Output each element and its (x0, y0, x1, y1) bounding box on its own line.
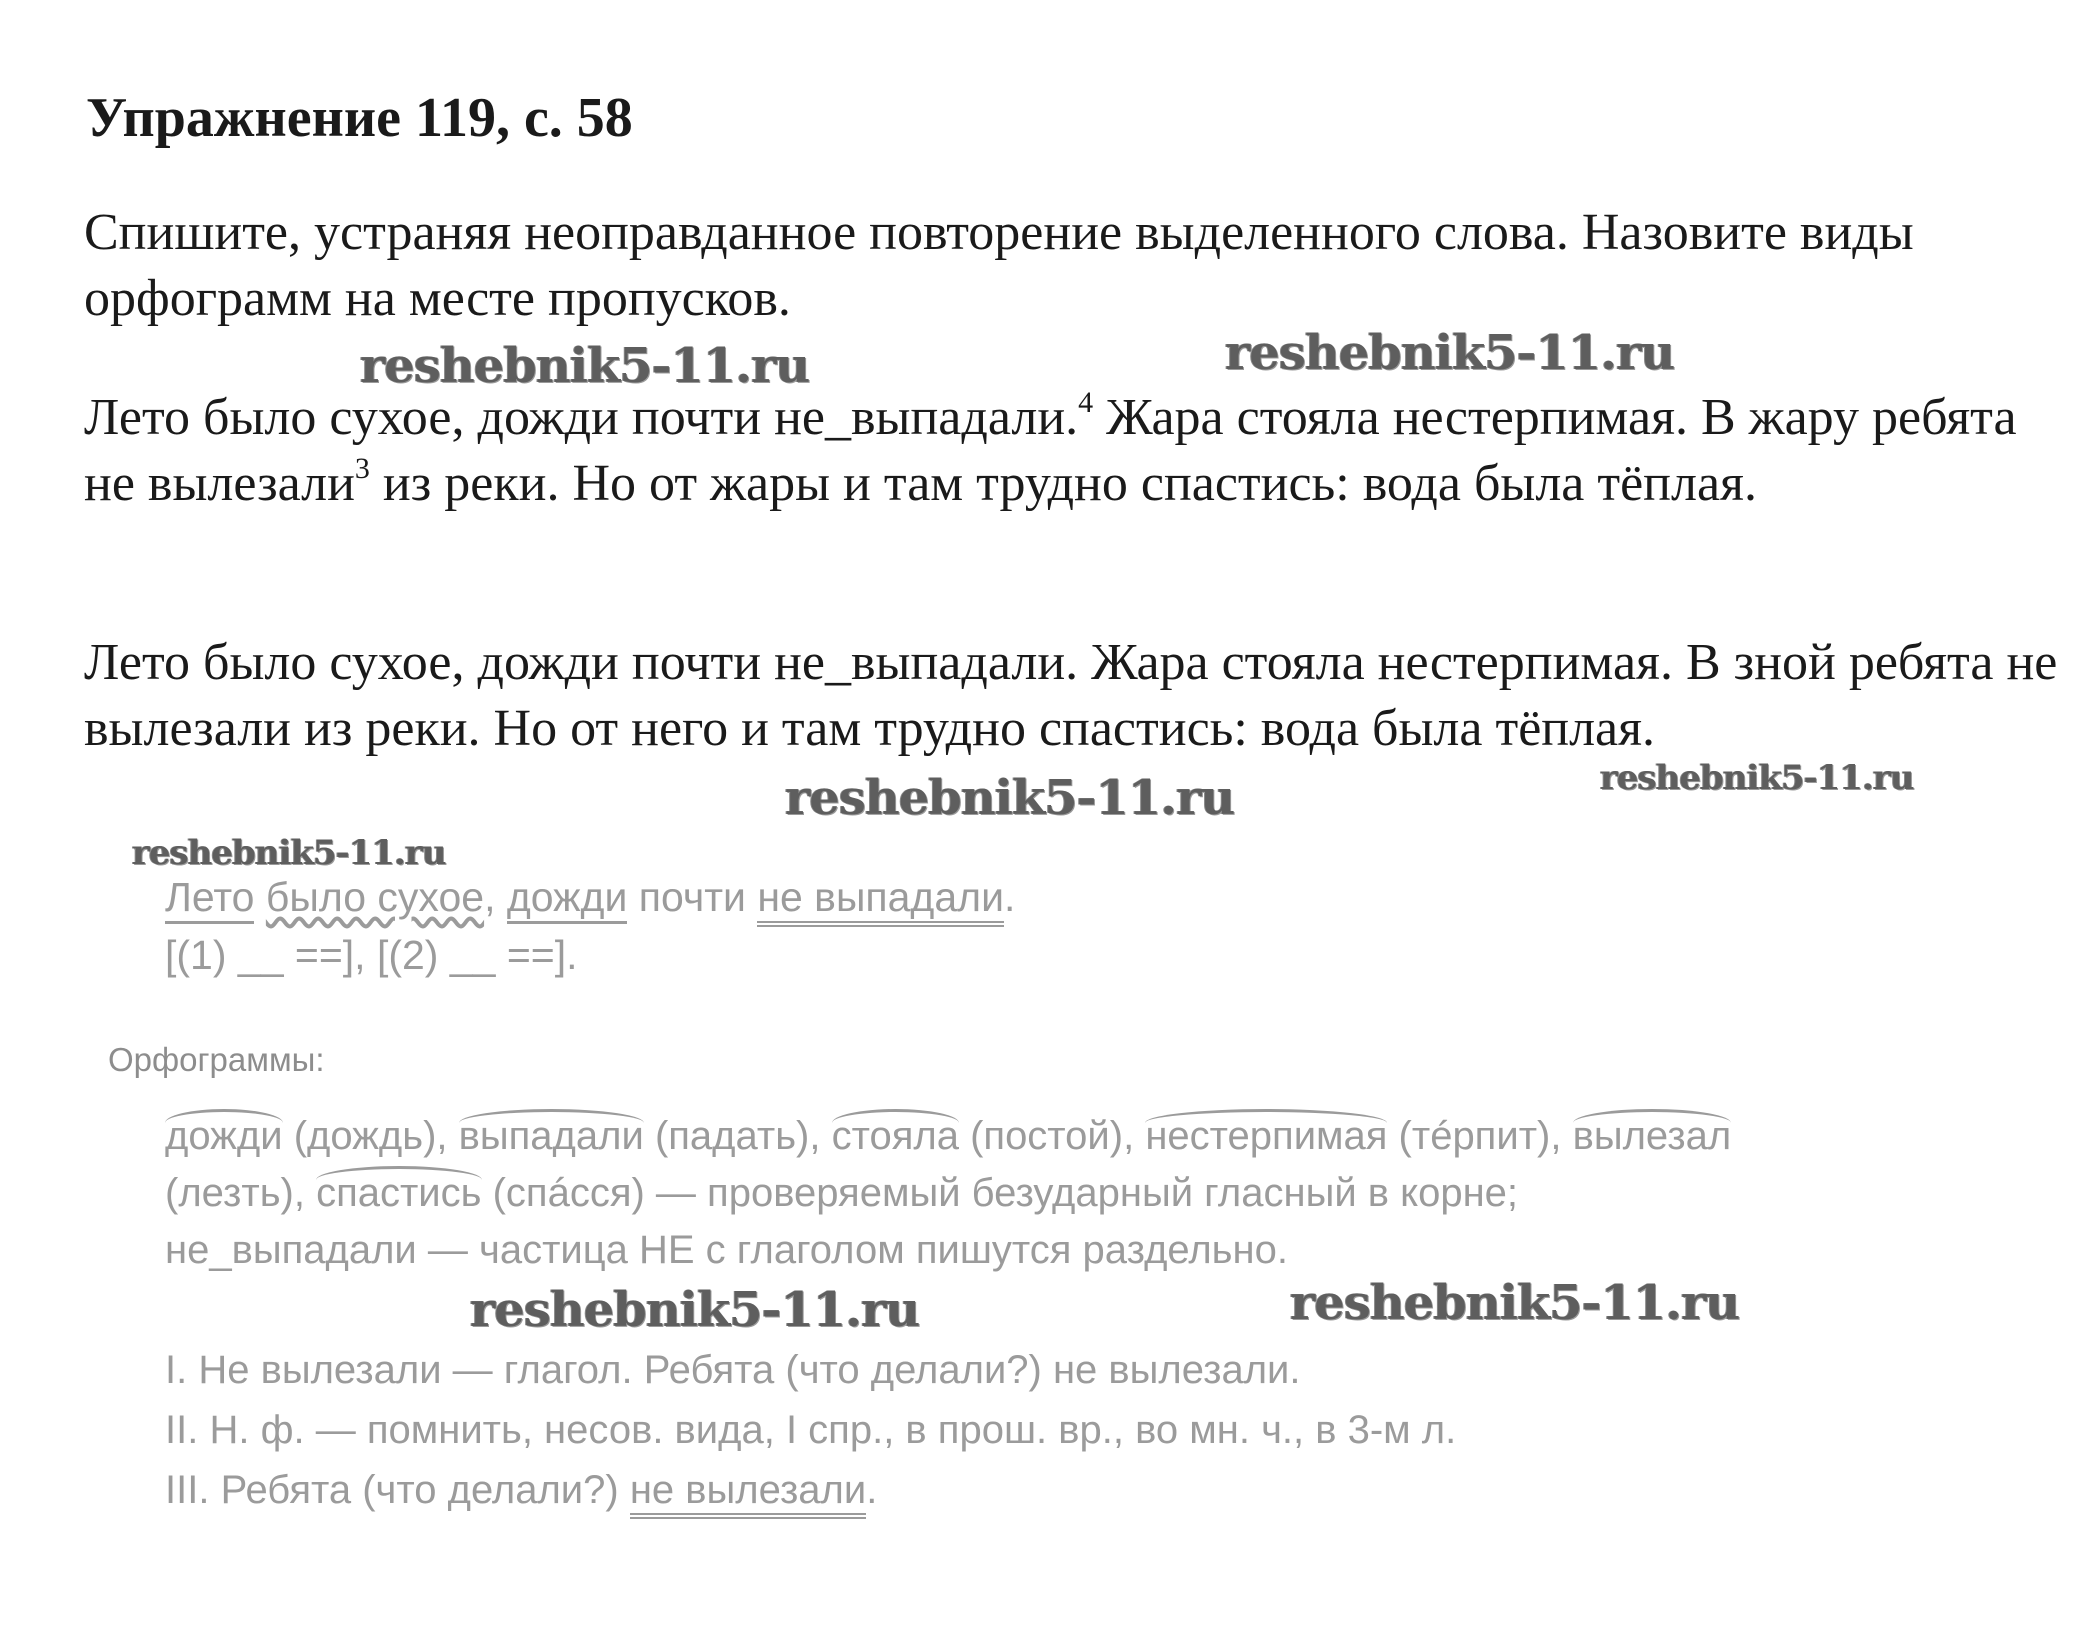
predicate-phrase: было сухое (265, 874, 485, 920)
morph-line-1: I. Не вылезали — глагол. Ребята (что делали?) не вылезали. (165, 1348, 1301, 1392)
watermark: reshebnik5-11.ru (1225, 325, 1675, 381)
root-word: вылезал (1573, 1109, 1732, 1158)
subject-word: Лето (165, 874, 254, 924)
task-text: Спишите, устраняя неоправданное повторение выделенного слова. Назовите виды орфограмм на месте пропусков. (84, 204, 1914, 327)
comma: , (484, 874, 507, 920)
original-text (84, 385, 2074, 517)
root-word: нестерпимая (1145, 1109, 1387, 1158)
root-word: спастись (316, 1166, 481, 1215)
check-word: (постой), (958, 1114, 1146, 1158)
predicate-word-2: не выпадали (757, 874, 1004, 927)
root-word: дожди (165, 1109, 283, 1158)
morphological-parse (165, 1340, 1456, 1520)
original-part-3: из реки. Но от жары и там трудно спастись: вода была тёплая. (369, 455, 1757, 512)
watermark: reshebnik5-11.ru (360, 338, 810, 394)
watermark: reshebnik5-11.ru (470, 1282, 920, 1338)
check-word: (падать), (643, 1114, 832, 1158)
orthograms-line-2 (165, 1165, 1985, 1222)
root-word: выпадали (459, 1109, 644, 1158)
footnote-ref-1: 4 (1078, 385, 1094, 419)
answer-text: Лето было сухое, дожди почти не_выпадали. Жара стояла нестерпимая. В зной ребята не вылезали из реки. Но от него и там трудно спастись: вода была тёплая. (84, 634, 2058, 757)
check-word: (лезть), (165, 1171, 317, 1215)
sentence-scheme: [(1) __ ==], [(2) __ ==]. (165, 932, 578, 978)
root-word: стояла (832, 1109, 959, 1158)
orthograms-list (165, 1108, 1985, 1279)
exercise-title: Упражнение 119, с. 58 (86, 87, 633, 149)
orthograms-line-1 (165, 1108, 1985, 1165)
check-word: (тéрпит), (1387, 1114, 1573, 1158)
parsed-sentence (165, 872, 1015, 922)
watermark: reshebnik5-11.ru (1290, 1275, 1740, 1331)
period: . (1003, 874, 1016, 920)
footnote-ref-2: 3 (354, 451, 370, 485)
orthograms-line-3: не_выпадали — частица НЕ с глаголом пишутся раздельно. (165, 1228, 1288, 1272)
predicate-word: не вылезали (630, 1468, 866, 1519)
morph-line-3-start: III. Ребята (что делали?) (165, 1468, 630, 1512)
watermark: reshebnik5-11.ru (1600, 758, 1914, 798)
original-part-1: Лето было сухое, дожди почти не_выпадали. (84, 389, 1079, 446)
adverb-word: почти (627, 874, 758, 920)
morph-line-3 (165, 1460, 1456, 1520)
rule-text: (спáсся) — проверяемый безударный гласный в корне; (481, 1171, 1519, 1215)
watermark: reshebnik5-11.ru (785, 770, 1235, 826)
orthograms-title: Орфограммы: (108, 1041, 325, 1078)
subject-word-2: дожди (507, 874, 628, 924)
original-part-2: Жара стояла нестерпимая. В жару ребята не вылезали (84, 389, 2017, 512)
period: . (866, 1468, 878, 1512)
check-word: (дождь), (282, 1114, 459, 1158)
watermark: reshebnik5-11.ru (132, 833, 446, 873)
morph-line-2: II. Н. ф. — помнить, несов. вида, I спр., в прош. вр., во мн. ч., в 3-м л. (165, 1408, 1457, 1452)
